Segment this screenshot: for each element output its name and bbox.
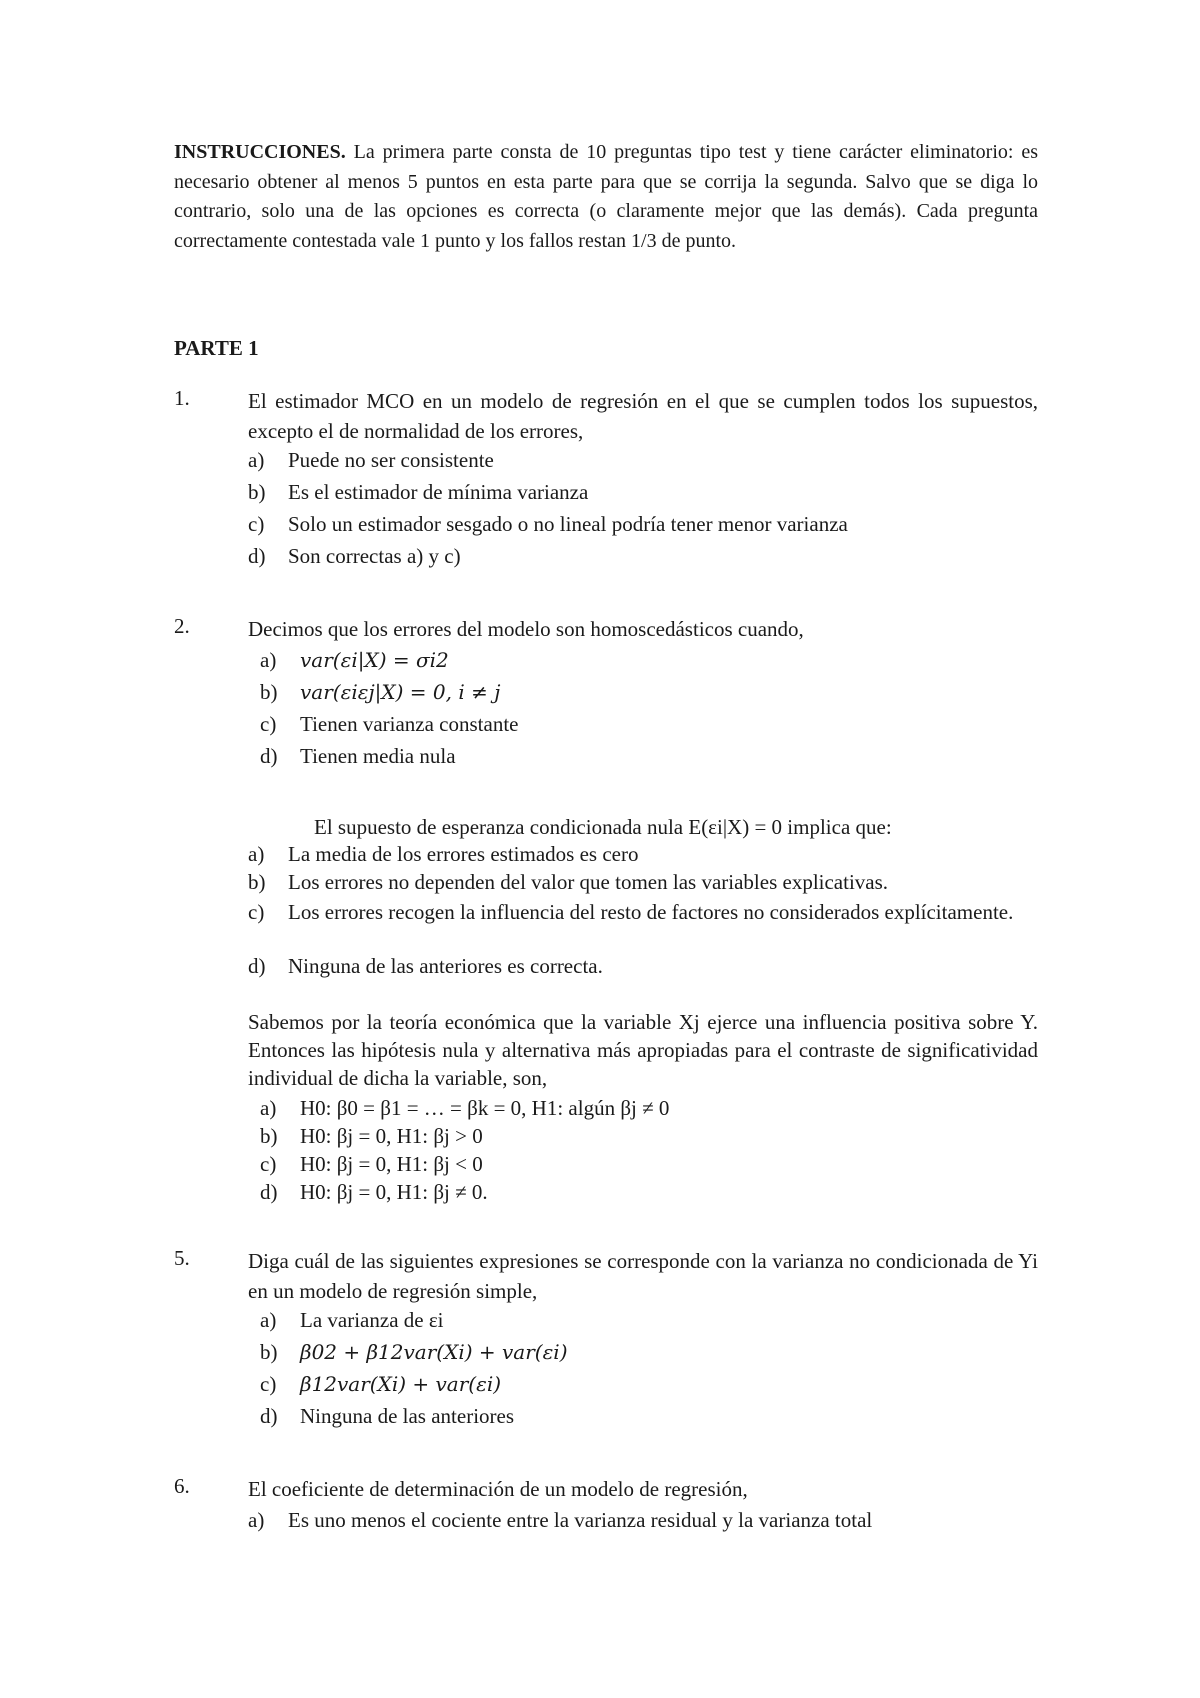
option-c xyxy=(260,712,518,737)
option-text: Tienen varianza constante xyxy=(300,712,519,736)
option-d xyxy=(260,1404,514,1429)
option-text: Los errores no dependen del valor que tomen las variables explicativas. xyxy=(288,870,889,894)
question-stem: El estimador MCO en un modelo de regresión en el que se cumplen todos los supuestos, excepto el de normalidad de los errores, xyxy=(248,389,1038,443)
option-formula: β02 + β12var(Xi) + var(εi) xyxy=(300,1340,568,1364)
option-label: d) xyxy=(260,744,278,768)
option-label: c) xyxy=(248,900,265,924)
option-c xyxy=(248,512,848,537)
option-d xyxy=(260,744,456,769)
option-label: c) xyxy=(248,512,265,536)
option-formula: var(εiεj|X) = 0, i ≠ j xyxy=(300,680,501,704)
option-text: Es el estimador de mínima varianza xyxy=(288,480,589,504)
option-label: a) xyxy=(248,842,265,866)
option-c xyxy=(248,898,1038,926)
option-b xyxy=(248,870,888,895)
option-label: b) xyxy=(260,1124,278,1148)
option-label: d) xyxy=(248,954,266,978)
option-formula: H0: β0 = β1 = … = βk = 0, H1: algún βj ≠ 0 xyxy=(300,1096,670,1120)
option-text: Puede no ser consistente xyxy=(288,448,494,472)
option-d xyxy=(248,544,461,569)
question-stem: Sabemos por la teoría económica que la variable Xj ejerce una influencia positiva sobre Y. Entonces las hipótesis nula y alternativa más apropiadas para el contraste de significatividad individual de dicha la variable, son, xyxy=(248,1010,1038,1090)
option-label: a) xyxy=(248,448,265,472)
option-label: c) xyxy=(260,712,277,736)
option-label: b) xyxy=(248,870,266,894)
option-text: Tienen media nula xyxy=(300,744,456,768)
option-a xyxy=(248,842,638,867)
question-number: 1. xyxy=(174,386,190,410)
option-b xyxy=(260,1124,483,1149)
option-text: Ninguna de las anteriores xyxy=(300,1404,515,1428)
option-a xyxy=(260,1096,669,1121)
option-label: d) xyxy=(260,1404,278,1428)
question-stem: El supuesto de esperanza condicionada nula E(εi|X) = 0 implica que: xyxy=(314,815,892,839)
section-title: PARTE 1 xyxy=(174,336,259,360)
option-label: d) xyxy=(260,1180,278,1204)
option-formula: β12var(Xi) + var(εi) xyxy=(300,1372,502,1396)
option-label: c) xyxy=(260,1152,277,1176)
option-label: a) xyxy=(260,648,277,672)
option-formula: var(εi|X) = σi2 xyxy=(300,648,449,672)
option-label: b) xyxy=(260,680,278,704)
option-text: Son correctas a) y c) xyxy=(288,544,461,568)
option-label: c) xyxy=(260,1372,277,1396)
option-label: b) xyxy=(260,1340,278,1364)
option-c xyxy=(260,1372,501,1397)
question-number: 2. xyxy=(174,614,190,638)
option-text: Los errores recogen la influencia del resto de factores no considerados explícitamente. xyxy=(288,900,1014,924)
option-d xyxy=(248,954,603,979)
option-b xyxy=(260,1340,568,1365)
option-b xyxy=(248,480,588,505)
instructions-paragraph xyxy=(174,138,1038,256)
option-label: b) xyxy=(248,480,266,504)
option-formula: H0: βj = 0, H1: βj > 0 xyxy=(300,1124,483,1148)
option-label: a) xyxy=(248,1508,265,1532)
option-a xyxy=(260,1308,443,1333)
option-label: a) xyxy=(260,1308,277,1332)
option-c xyxy=(260,1152,483,1177)
option-text: La varianza de εi xyxy=(300,1308,444,1332)
question-stem: Decimos que los errores del modelo son homoscedásticos cuando, xyxy=(248,617,804,641)
option-text: Ninguna de las anteriores es correcta. xyxy=(288,954,603,978)
option-text: La media de los errores estimados es cero xyxy=(288,842,639,866)
option-formula: H0: βj = 0, H1: βj ≠ 0. xyxy=(300,1180,488,1204)
question-number: 5. xyxy=(174,1246,190,1270)
option-formula: H0: βj = 0, H1: βj < 0 xyxy=(300,1152,483,1176)
option-text: Solo un estimador sesgado o no lineal podría tener menor varianza xyxy=(288,512,848,536)
question-stem: El coeficiente de determinación de un modelo de regresión, xyxy=(248,1477,748,1501)
option-a xyxy=(260,648,449,673)
option-a xyxy=(248,1508,872,1533)
option-b xyxy=(260,680,500,705)
option-label: a) xyxy=(260,1096,277,1120)
question-number: 6. xyxy=(174,1474,190,1498)
option-d xyxy=(260,1180,488,1205)
question-stem: Diga cuál de las siguientes expresiones se corresponde con la varianza no condicionada de Yi en un modelo de regresión simple, xyxy=(248,1249,1038,1303)
instructions-lead: INSTRUCCIONES. xyxy=(174,141,346,163)
option-text: Es uno menos el cociente entre la varianza residual y la varianza total xyxy=(288,1508,873,1532)
option-label: d) xyxy=(248,544,266,568)
option-a xyxy=(248,448,494,473)
instructions-text: La primera parte consta de 10 preguntas tipo test y tiene carácter eliminatorio: es necesario obtener al menos 5 puntos en esta parte para que se corrija la segunda. Salvo que se diga lo contrario, solo una de las opciones es correcta (o claramente mejor que las demás). Cada pregunta correctamente contestada vale 1 punto y los fallos restan 1/3 de punto. xyxy=(174,141,1038,252)
